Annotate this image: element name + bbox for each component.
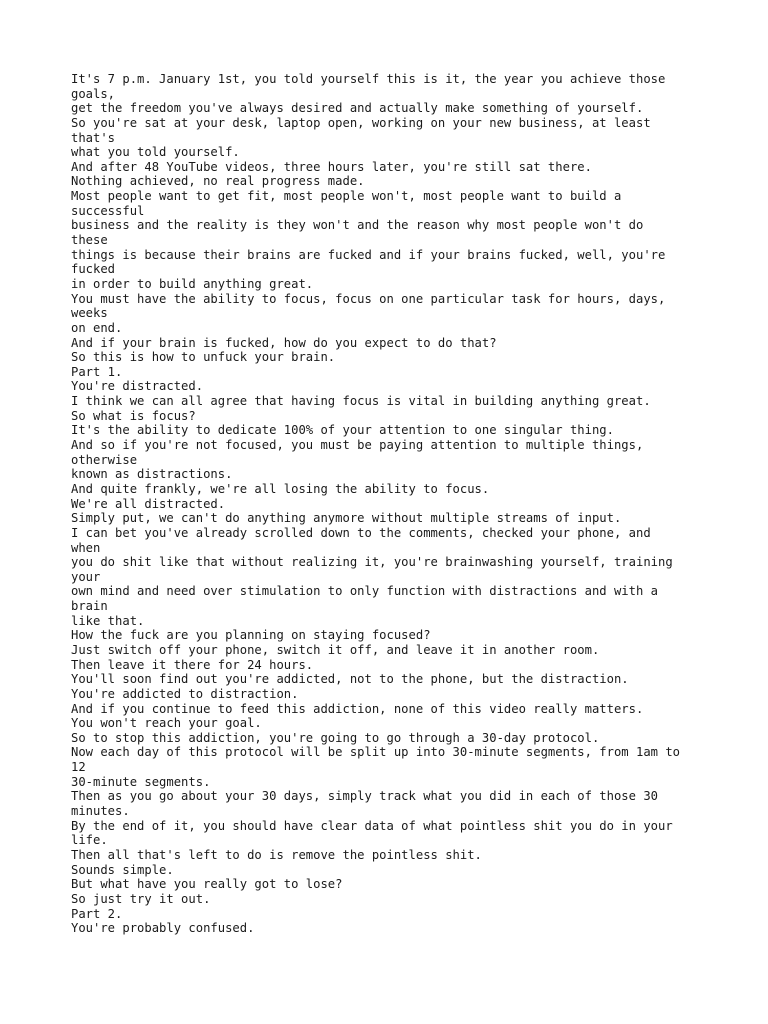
text-line: Sounds simple. [71, 862, 174, 877]
text-line: get the freedom you've always desired and actually make something of yourself. [71, 101, 644, 116]
text-line: Nothing achieved, no real progress made. [71, 174, 365, 189]
text-line: And so if you're not focused, you must be paying attention to multiple things, [71, 438, 644, 453]
text-line: Just switch off your phone, switch it off, and leave it in another room. [71, 642, 600, 657]
text-line: So you're sat at your desk, laptop open, working on your new business, at least [71, 115, 651, 130]
text-line: 12 [71, 760, 86, 775]
text-line: 30-minute segments. [71, 774, 211, 789]
text-line: things is because their brains are fucked and if your brains fucked, well, you're [71, 247, 666, 262]
text-line: We're all distracted. [71, 496, 226, 511]
text-line: And if you continue to feed this addiction, none of this video really matters. [71, 701, 644, 716]
text-line: You're probably confused. [71, 921, 255, 936]
text-line: Then as you go about your 30 days, simply track what you did in each of those 30 [71, 789, 658, 804]
text-line: So to stop this addiction, you're going to go through a 30-day protocol. [71, 730, 600, 745]
text-line: Now each day of this protocol will be split up into 30-minute segments, from 1am to [71, 745, 681, 760]
text-line: on end. [71, 320, 123, 335]
text-line: Part 1. [71, 364, 123, 379]
text-line: brain [71, 599, 108, 614]
text-line: Then all that's left to do is remove the pointless shit. [71, 847, 482, 862]
text-line: like that. [71, 613, 145, 628]
text-line: Simply put, we can't do anything anymore without multiple streams of input. [71, 511, 622, 526]
text-line: And after 48 YouTube videos, three hours later, you're still sat there. [71, 159, 592, 174]
text-line: It's the ability to dedicate 100% of your attention to one singular thing. [71, 423, 614, 438]
text-line: business and the reality is they won't and the reason why most people won't do [71, 218, 644, 233]
transcript-text [71, 72, 711, 936]
text-line: you do shit like that without realizing it, you're brainwashing yourself, training [71, 555, 673, 570]
text-line: Then leave it there for 24 hours. [71, 657, 314, 672]
text-line: your [71, 569, 101, 584]
text-line: So what is focus? [71, 408, 196, 423]
text-line: weeks [71, 306, 108, 321]
text-line: when [71, 540, 101, 555]
text-line: goals, [71, 86, 116, 101]
text-line: fucked [71, 262, 116, 277]
text-line: otherwise [71, 452, 138, 467]
text-line: It's 7 p.m. January 1st, you told yourself this is it, the year you achieve those [71, 72, 666, 86]
text-line: But what have you really got to lose? [71, 877, 343, 892]
text-line: in order to build anything great. [71, 276, 314, 291]
text-line: Part 2. [71, 906, 123, 921]
text-line: And if your brain is fucked, how do you expect to do that? [71, 335, 497, 350]
text-line: I can bet you've already scrolled down to the comments, checked your phone, and [71, 525, 651, 540]
text-line: You'll soon find out you're addicted, not to the phone, but the distraction. [71, 672, 629, 687]
text-line: life. [71, 833, 108, 848]
text-line: You won't reach your goal. [71, 716, 262, 731]
text-line: successful [71, 203, 145, 218]
text-line: minutes. [71, 804, 130, 819]
text-line: How the fuck are you planning on staying focused? [71, 628, 431, 643]
text-line: own mind and need over stimulation to only function with distractions and with a [71, 584, 658, 599]
text-line: By the end of it, you should have clear data of what pointless shit you do in your [71, 818, 673, 833]
text-line: So just try it out. [71, 891, 211, 906]
text-line: what you told yourself. [71, 145, 240, 160]
text-line: Most people want to get fit, most people won't, most people want to build a [71, 189, 622, 204]
text-line: You must have the ability to focus, focus on one particular task for hours, days, [71, 291, 666, 306]
text-line: these [71, 233, 108, 248]
text-line: You're distracted. [71, 379, 204, 394]
text-line: that's [71, 130, 116, 145]
text-line: So this is how to unfuck your brain. [71, 350, 336, 365]
text-line: I think we can all agree that having focus is vital in building anything great. [71, 394, 651, 409]
text-line: And quite frankly, we're all losing the ability to focus. [71, 481, 490, 496]
text-line: known as distractions. [71, 467, 233, 482]
text-line: You're addicted to distraction. [71, 686, 299, 701]
